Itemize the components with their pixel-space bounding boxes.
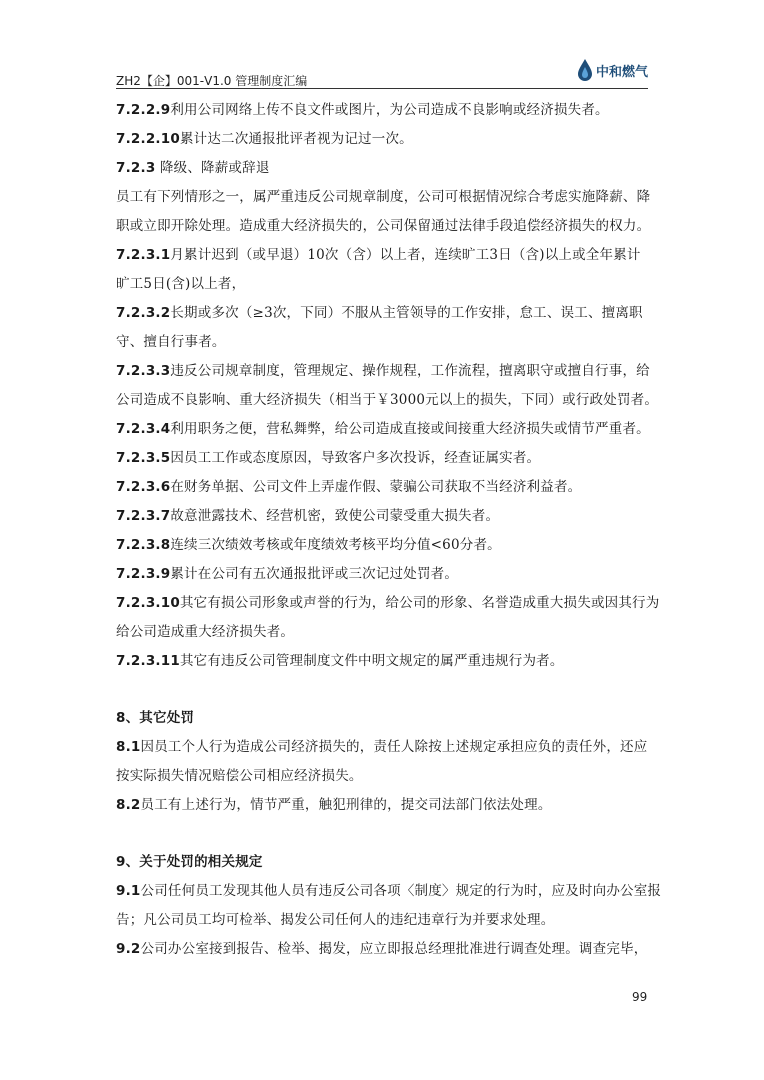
- clause-line: 7.2.3.10其它有损公司形象或声誉的行为，给公司的形象、名誉造成重大损失或因其行为: [116, 595, 660, 611]
- clause-line: 7.2.3.3违反公司规章制度，管理规定、操作规程，工作流程，擅离职守或擅自行事，给: [116, 363, 650, 379]
- clause-line: 7.2.3.7故意泄露技术、经营机密，致使公司蒙受重大损失者。: [116, 508, 500, 524]
- section-9-heading: 9、关于处罚的相关规定: [116, 854, 263, 870]
- clause-continuation: 按实际损失情况赔偿公司相应经济损失。: [116, 768, 363, 784]
- page-header: [116, 58, 648, 86]
- paragraph-line: 职或立即开除处理。造成重大经济损失的，公司保留通过法律手段追偿经济损失的权力。: [116, 218, 651, 234]
- clause-line: 9.1公司任何员工发现其他人员有违反公司各项〈制度〉规定的行为时，应及时向办公室报: [116, 883, 662, 899]
- section-8-heading: 8、其它处罚: [116, 710, 195, 726]
- clause-line: 7.2.3.9累计在公司有五次通报批评或三次记过处罚者。: [116, 566, 459, 582]
- clause-line: 7.2.3.6在财务单据、公司文件上弄虚作假、蒙骗公司获取不当经济利益者。: [116, 479, 582, 495]
- clause-continuation: 告；凡公司员工均可检举、揭发公司任何人的违纪违章行为并要求处理。: [116, 912, 555, 928]
- clause-line: 8.1因员工个人行为造成公司经济损失的，责任人除按上述规定承担应负的责任外，还应: [116, 739, 648, 755]
- paragraph-line: 员工有下列情形之一，属严重违反公司规章制度，公司可根据情况综合考虑实施降薪、降: [116, 189, 651, 205]
- clause-line: 9.2公司办公室接到报告、检举、揭发，应立即报总经理批准进行调查处理。调查完毕，: [116, 941, 648, 957]
- clause-line: 7.2.3.11其它有违反公司管理制度文件中明文规定的属严重违规行为者。: [116, 653, 564, 669]
- company-logo: [576, 58, 648, 82]
- clause-line: 7.2.2.10累计达二次通报批评者视为记过一次。: [116, 131, 413, 147]
- flame-drop-icon: [576, 58, 594, 82]
- clause-continuation: 守、擅自行事者。: [116, 334, 226, 350]
- clause-line: 7.2.3.2长期或多次（≥3次，下同）不服从主管领导的工作安排，怠工、误工、擅离职: [116, 305, 643, 321]
- clause-line: 8.2员工有上述行为，情节严重，触犯刑律的，提交司法部门依法处理。: [116, 797, 552, 813]
- clause-line: 7.2.3.1月累计迟到（或早退）10次（含）以上者，连续旷工3日（含)以上或全年累计: [116, 247, 641, 263]
- clause-continuation: 旷工5日(含)以上者，: [116, 276, 246, 292]
- document-body: [116, 96, 662, 964]
- clause-line: 7.2.3.8连续三次绩效考核或年度绩效考核平均分值<60分者。: [116, 537, 501, 553]
- clause-line: 7.2.3.5因员工工作或态度原因，导致客户多次投诉，经查证属实者。: [116, 450, 541, 466]
- clause-continuation: 公司造成不良影响、重大经济损失（相当于￥3000元以上的损失，下同）或行政处罚者。: [116, 392, 659, 408]
- header-title: ZH2【企】001-V1.0 管理制度汇编: [116, 74, 308, 88]
- clause-continuation: 给公司造成重大经济损失者。: [116, 624, 295, 640]
- header-divider: [116, 88, 648, 89]
- logo-text: 中和燃气: [595, 64, 648, 80]
- clause-line: 7.2.2.9利用公司网络上传不良文件或图片，为公司造成不良影响或经济损失者。: [116, 102, 609, 118]
- clause-line: 7.2.3.4利用职务之便，营私舞弊，给公司造成直接或间接重大经济损失或情节严重者。: [116, 421, 650, 437]
- clause-heading: 7.2.3 降级、降薪或辞退: [116, 160, 270, 176]
- page-number: 99: [632, 990, 648, 1004]
